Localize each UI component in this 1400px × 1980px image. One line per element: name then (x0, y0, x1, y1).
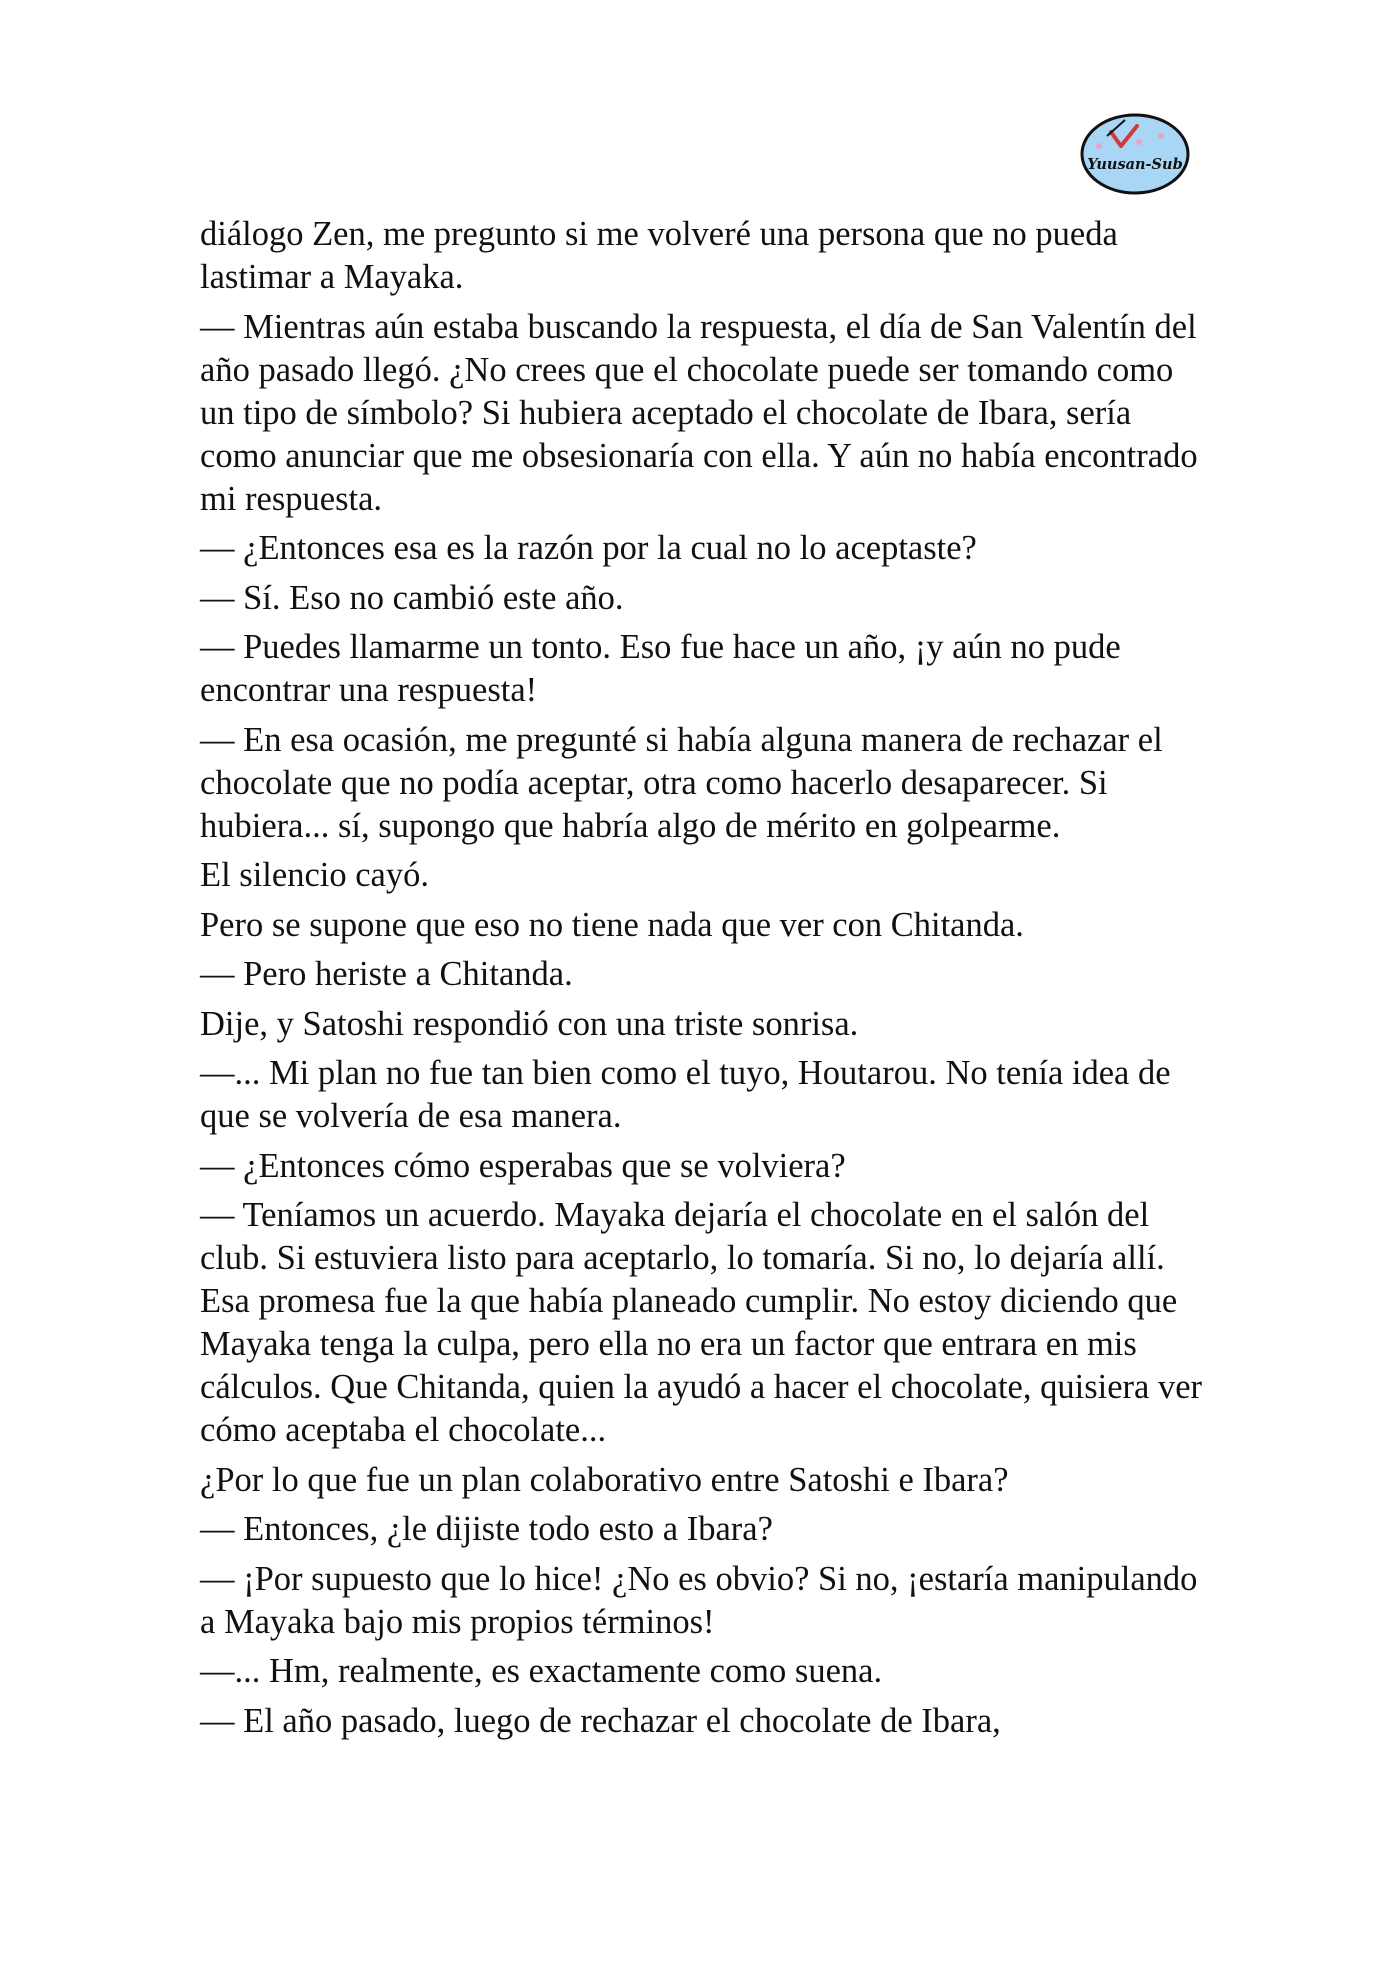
paragraph: — ¡Por supuesto que lo hice! ¿No es obvio? Si no, ¡estaría manipulando a Mayaka bajo mis propios términos! (200, 1559, 1198, 1641)
paragraph: — Sí. Eso no cambió este año. (200, 578, 624, 617)
paragraph: — En esa ocasión, me pregunté si había alguna manera de rechazar el chocolate que no podía aceptar, otra como hacerlo desaparecer. Si hubiera... sí, supongo que habría algo de mérito en golpearme. (200, 720, 1163, 845)
paragraph: ¿Por lo que fue un plan colaborativo entre Satoshi e Ibara? (200, 1460, 1009, 1499)
paragraph: —... Mi plan no fue tan bien como el tuyo, Houtarou. No tenía idea de que se volvería de esa manera. (200, 1054, 1171, 1135)
yuusan-sub-logo (1077, 106, 1193, 196)
paragraph: Pero se supone que eso no tiene nada que ver con Chitanda. (200, 905, 1024, 944)
paragraph: — Entonces, ¿le dijiste todo esto a Ibara? (200, 1510, 773, 1548)
paragraph: — Mientras aún estaba buscando la respuesta, el día de San Valentín del año pasado llegó. ¿No crees que el chocolate puede ser tomando como un tipo de símbolo? Si hubiera aceptado el chocolate de Ibara, sería como anunciar que me obsesionaría con ella. Y aún no había encontrado mi respuesta. (200, 307, 1198, 518)
paragraph: — ¿Entonces esa es la razón por la cual no lo aceptaste? (200, 529, 977, 567)
paragraph: — El año pasado, luego de rechazar el chocolate de Ibara, (200, 1701, 1001, 1740)
logo-dot (1158, 133, 1164, 139)
paragraph: Dije, y Satoshi respondió con una triste sonrisa. (200, 1004, 859, 1043)
logo-text: Yuusan-Sub (1087, 156, 1183, 173)
paragraph: — ¿Entonces cómo esperabas que se volviera? (200, 1146, 846, 1185)
paragraph: — Pero heriste a Chitanda. (200, 955, 573, 993)
logo-dot (1136, 139, 1142, 145)
text-body (200, 213, 1210, 1749)
logo-dot (1096, 143, 1102, 149)
paragraph: —... Hm, realmente, es exactamente como suena. (200, 1652, 883, 1690)
paragraph: diálogo Zen, me pregunto si me volveré una persona que no pueda lastimar a Mayaka. (200, 215, 1118, 296)
paragraph: El silencio cayó. (200, 856, 429, 894)
paragraph: — Puedes llamarme un tonto. Eso fue hace un año, ¡y aún no pude encontrar una respuesta! (200, 628, 1121, 709)
paragraph: — Teníamos un acuerdo. Mayaka dejaría el chocolate en el salón del club. Si estuviera listo para aceptarlo, lo tomaría. Si no, lo dejaría allí. Esa promesa fue la que había planeado cumplir. No estoy diciendo que Mayaka tenga la culpa, pero ella no era un factor que entrara en mis cálculos. Que Chitanda, quien la ayudó a hacer el chocolate, quisiera ver cómo aceptaba el chocolate... (200, 1196, 1202, 1449)
